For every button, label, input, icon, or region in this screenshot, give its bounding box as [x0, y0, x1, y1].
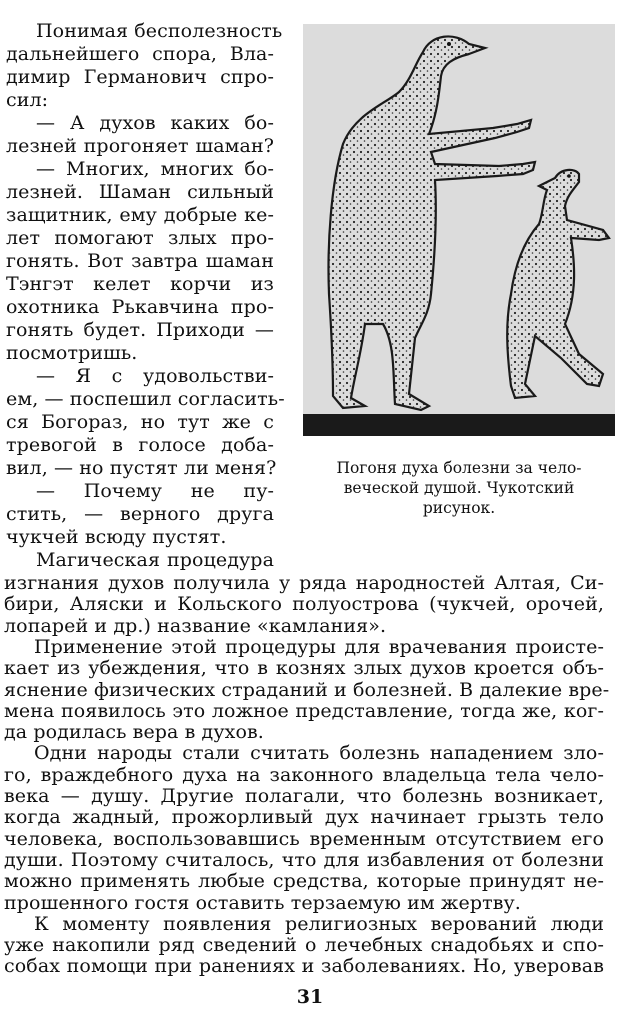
- text-line: чукчей всюду пустят.: [6, 526, 227, 548]
- text-line: — Я с удовольстви-: [36, 365, 274, 387]
- text-line: — А духов каких бо-: [36, 112, 274, 134]
- text-line: души. Поэтому считалось, что для избавления от болезни: [4, 848, 604, 871]
- text-line: сил:: [6, 89, 49, 111]
- text-line: собах помощи при ранениях и заболеваниях. Но, уверовав: [4, 955, 604, 978]
- figure-caption: [300, 458, 618, 518]
- text-line: Тэнгэт келет корчи из: [6, 273, 274, 295]
- text-line: Понимая бесполезность: [36, 20, 283, 42]
- text-line: лопарей и др.) название «камлания».: [4, 614, 387, 637]
- chukchi-drawing-image: [303, 24, 615, 436]
- text-line: прошенного гостя оставить терзаемую им жертву.: [4, 891, 521, 914]
- text-line: лет помогают злых про-: [6, 227, 274, 249]
- text-line: — Почему не пу-: [36, 480, 274, 502]
- text-line: ем, — поспешил согласить-: [6, 388, 285, 410]
- page-number: 31: [296, 986, 324, 1008]
- text-line: яснение физических страданий и болезней. В далекие вре-: [4, 678, 610, 701]
- text-line: можно применять любые средства, которые принудят не-: [4, 870, 604, 893]
- text-line: бири, Аляски и Кольского полуострова (чукчей, орочей,: [4, 593, 604, 616]
- text-line: стить, — верного друга: [6, 503, 274, 525]
- text-line: защитник, ему добрые ке-: [6, 204, 274, 226]
- figure-illustration: [303, 24, 615, 436]
- text-line: вил, — но пустят ли меня?: [6, 457, 277, 479]
- text-line: — Многих, многих бо-: [36, 158, 274, 180]
- text-line: охотника Рькавчина про-: [6, 296, 274, 318]
- text-line: когда жадный, прожорливый дух начинает грызть тело: [4, 806, 604, 829]
- text-line: ся Богораз, но тут же с: [6, 411, 274, 433]
- text-line: К моменту появления религиозных верований люди: [34, 912, 604, 935]
- text-line: Магическая процедура: [36, 549, 274, 571]
- text-line: димир Германович спро-: [6, 66, 274, 88]
- text-line: гонять будет. Приходи —: [6, 319, 274, 341]
- text-line: тревогой в голосе доба-: [6, 434, 274, 456]
- text-line: уже накопили ряд сведений о лечебных снадобьях и спо-: [4, 934, 604, 957]
- text-line: гонять. Вот завтра шаман: [6, 250, 274, 272]
- caption-line: веческой душой. Чукотский: [343, 479, 575, 497]
- caption-line: рисунок.: [422, 499, 496, 517]
- text-line: Одни народы стали считать болезнь нападением зло-: [34, 742, 604, 765]
- text-line: посмотришь.: [6, 342, 138, 364]
- text-line: лезней. Шаман сильный: [6, 181, 274, 203]
- text-line: дальнейшего спора, Вла-: [6, 43, 274, 65]
- text-line: да родилась вера в духов.: [4, 721, 264, 744]
- text-line: Применение этой процедуры для врачевания проистe-: [34, 635, 604, 658]
- text-line: изгнания духов получила у ряда народностей Алтая, Си-: [4, 572, 604, 594]
- caption-line: Погоня духа болезни за чело-: [336, 459, 582, 477]
- text-line: кает из убеждения, что в кознях злых духов кроется объ-: [4, 657, 604, 680]
- text-line: го, враждебного духа на законного владельца тела чело-: [4, 763, 604, 786]
- text-line: века — душу. Другие полагали, что болезнь возникает,: [4, 785, 604, 807]
- text-line: мена появилось это ложное представление, тогда же, ког-: [4, 699, 604, 722]
- text-line: лезней прогоняет шаман?: [6, 135, 274, 157]
- text-line: человека, воспользовавшись временным отсутствием его: [4, 827, 604, 850]
